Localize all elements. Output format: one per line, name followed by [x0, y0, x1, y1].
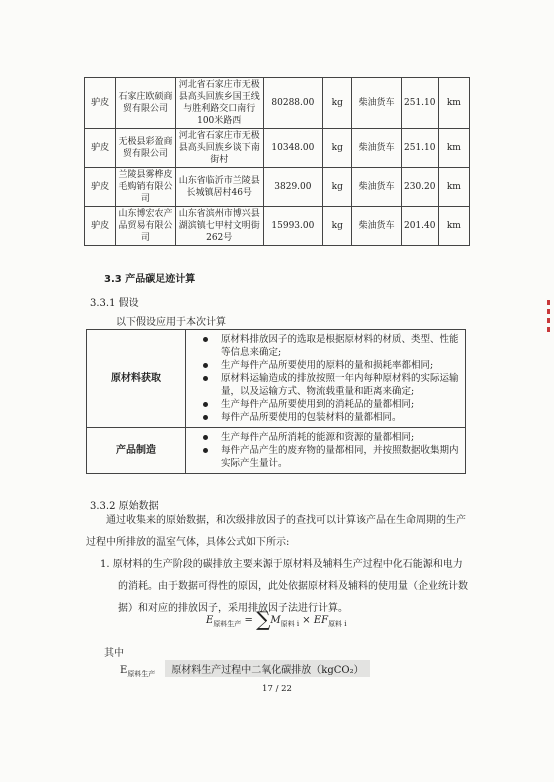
bullet-icon	[203, 415, 208, 420]
page-number: 17 / 22	[262, 684, 292, 694]
table-cell-dist_unit: km	[438, 78, 469, 129]
bullet-icon	[203, 402, 208, 407]
assumption-text: 原材料排放因子的选取是根据原材料的材质、类型、性能等信息来确定;	[221, 334, 459, 358]
table-row	[85, 129, 470, 168]
subsection-assumptions: 3.3.1 假设	[90, 298, 139, 309]
assumption-item	[187, 372, 460, 398]
table-cell-address: 河北省石家庄市无极县高头回族乡谈下南街村	[175, 129, 263, 168]
bullet-icon	[203, 448, 208, 453]
table-cell-address: 山东省滨州市博兴县湖滨镇七甲村文明街262号	[175, 207, 263, 246]
table-row	[85, 207, 470, 246]
table-cell-quantity: 80288.00	[263, 78, 323, 129]
table-cell-unit: kg	[323, 207, 352, 246]
table-row	[85, 78, 470, 129]
table-cell-transport: 柴油货车	[352, 168, 401, 207]
table-cell-transport: 柴油货车	[352, 78, 401, 129]
definition-text: 原材料生产过程中二氧化碳排放（kgCO₂）	[165, 660, 369, 677]
assumption-item	[187, 398, 460, 411]
table-cell-unit: kg	[323, 168, 352, 207]
table-cell-quantity: 15993.00	[263, 207, 323, 246]
assumption-text: 生产每件产品所要使用的原料的量和损耗率都相同;	[221, 360, 434, 371]
table-cell-unit: kg	[323, 129, 352, 168]
table-cell-dist_unit: km	[438, 129, 469, 168]
assumption-text: 生产每件产品所要使用到的消耗品的量都相同;	[221, 399, 415, 410]
bullet-icon	[203, 337, 208, 342]
table-cell-address: 河北省石家庄市无极县高头回族乡国王线与胜利路交口南行100米路西	[175, 78, 263, 129]
table-cell-distance: 201.40	[401, 207, 438, 246]
assumption-text: 每件产品所要使用的包装材料的量都相同。	[221, 412, 402, 423]
table-cell-unit: kg	[323, 78, 352, 129]
table-cell-material: 驴皮	[85, 168, 116, 207]
table-cell-supplier: 兰陵县雾桦皮毛购销有限公司	[116, 168, 176, 207]
table-cell-supplier: 无极县彩盈商贸有限公司	[116, 129, 176, 168]
bullet-icon	[203, 376, 208, 381]
bullet-icon	[203, 435, 208, 440]
table-cell-transport: 柴油货车	[352, 207, 401, 246]
list-item-1: 1. 原材料的生产阶段的碳排放主要来源于原材料及辅料生产过程中化石能源和电力的消耗。由于数据可得性的原因，此处依据原材料及辅料的使用量（企业统计数据）和对应的排放因子，采用排放因子法进行计算。	[100, 559, 468, 614]
table-cell-dist_unit: km	[438, 168, 469, 207]
section-heading: 3.3 产品碳足迹计算	[104, 274, 196, 285]
table-cell-material: 驴皮	[85, 78, 116, 129]
table-cell-distance: 251.10	[401, 129, 438, 168]
assumption-item	[187, 431, 460, 444]
subsection-raw-data: 3.3.2 原始数据	[90, 501, 159, 512]
assumption-text: 每件产品产生的废弃物的量都相同，并按照数据收集期内实际产生量计。	[221, 445, 459, 469]
assumptions-table	[86, 329, 466, 474]
assumptions-intro: 以下假设应用于本次计算	[116, 317, 226, 328]
table-cell-address: 山东省临沂市兰陵县长城镇居村46号	[175, 168, 263, 207]
assumption-text: 原材料运输造成的排放按照一年内每种原材料的实际运输量，以及运输方式、物流载重量和距离来确定;	[221, 373, 459, 397]
table-cell-material: 驴皮	[85, 207, 116, 246]
assumption-list-cell	[186, 330, 466, 428]
table-cell-dist_unit: km	[438, 207, 469, 246]
assumption-item	[187, 411, 460, 424]
table-cell-supplier: 山东博宏农产品贸易有限公司	[116, 207, 176, 246]
table-cell-distance: 251.10	[401, 78, 438, 129]
assumption-list-cell	[186, 428, 466, 474]
table-cell-transport: 柴油货车	[352, 129, 401, 168]
table-row	[85, 168, 470, 207]
assumption-item	[187, 444, 460, 470]
body-paragraph: 通过收集来的原始数据，和次级排放因子的查找可以计算该产品在生命周期的生产过程中所排放的温室气体，具体公式如下所示:	[86, 515, 466, 548]
assumption-row	[87, 330, 466, 428]
supplier-table	[84, 77, 470, 246]
bullet-icon	[203, 363, 208, 368]
assumption-category: 产品制造	[87, 428, 186, 474]
assumption-category: 原材料获取	[87, 330, 186, 428]
where-label: 其中	[104, 648, 124, 659]
assumption-item	[187, 333, 460, 359]
table-cell-supplier: 石家庄欧硕商贸有限公司	[116, 78, 176, 129]
table-cell-material: 驴皮	[85, 129, 116, 168]
assumption-text: 生产每件产品所消耗的能源和资源的量都相同;	[221, 432, 415, 443]
assumption-item	[187, 359, 460, 372]
edge-marks	[547, 300, 550, 336]
table-cell-quantity: 10348.00	[263, 129, 323, 168]
assumption-row	[87, 428, 466, 474]
table-cell-quantity: 3829.00	[263, 168, 323, 207]
emission-formula: $E_{原料生产} = \sum M_{原料 i} \times EF_{原料 i}$	[206, 607, 347, 631]
table-cell-distance: 230.20	[401, 168, 438, 207]
symbol-definition: $E_{原料生产}$ 原材料生产过程中二氧化碳排放（kgCO₂）	[120, 660, 370, 679]
